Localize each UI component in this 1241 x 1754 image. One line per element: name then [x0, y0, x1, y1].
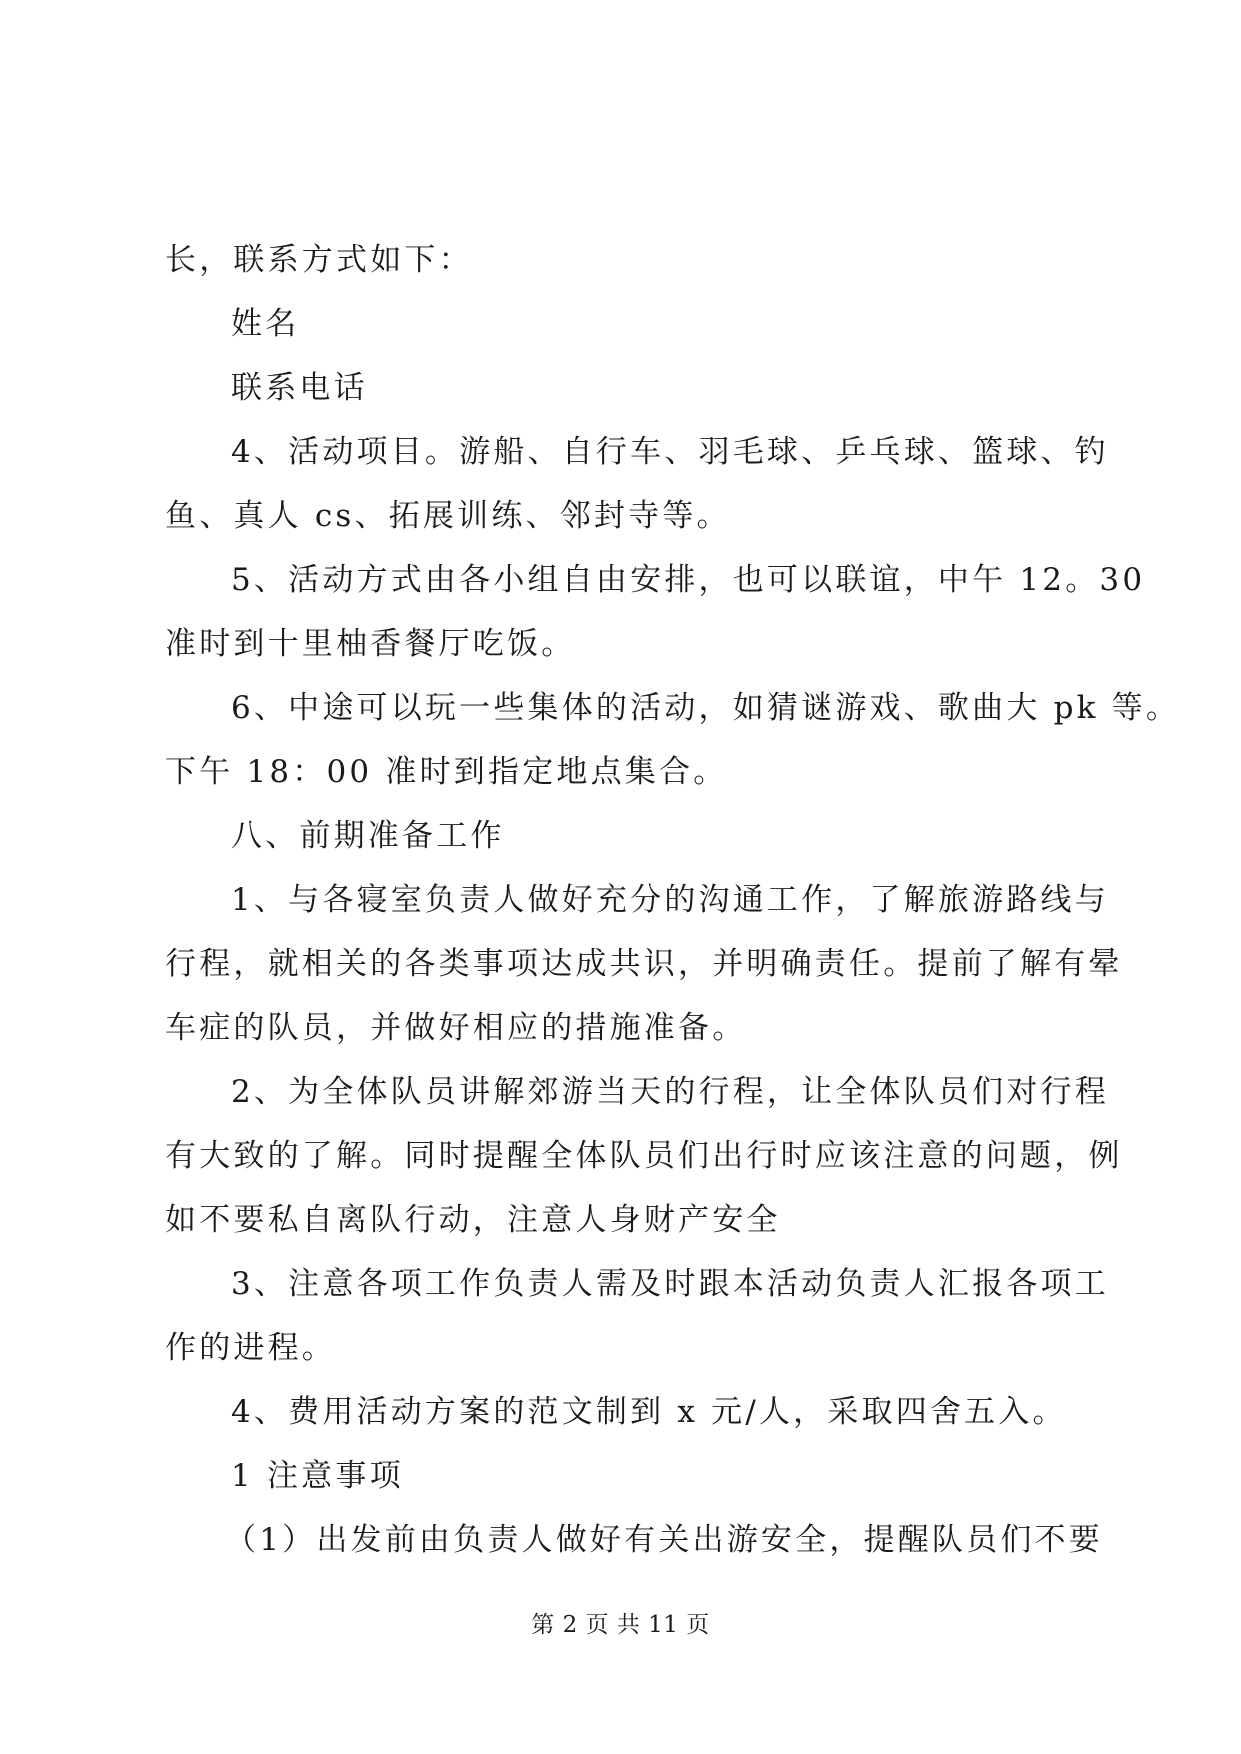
page-footer: 第 2 页 共 11 页	[531, 1612, 710, 1638]
text-line: 行程，就相关的各类事项达成共识，并明确责任。提前了解有晕	[165, 946, 1123, 982]
text-line: 鱼、真人 cs、拓展训练、邻封寺等。	[165, 498, 731, 534]
text-line: 准时到十里柚香餐厅吃饭。	[165, 626, 576, 662]
text-line: 作的进程。	[165, 1330, 336, 1366]
text-line: （1）出发前由负责人做好有关出游安全，提醒队员们不要	[225, 1522, 1103, 1558]
text-line: 6、中途可以玩一些集体的活动，如猜谜游戏、歌曲大 pk 等。	[231, 690, 1181, 726]
text-line: 2、为全体队员讲解郊游当天的行程，让全体队员们对行程	[231, 1074, 1109, 1110]
document-body	[165, 228, 1181, 1572]
text-line: 长，联系方式如下：	[165, 242, 473, 278]
text-line: 姓名	[231, 306, 300, 342]
text-line: 4、费用活动方案的范文制到 x 元/人，采取四舍五入。	[231, 1394, 1067, 1430]
text-line: 5、活动方式由各小组自由安排，也可以联谊，中午 12。30	[231, 562, 1146, 598]
subsection-heading: 1 注意事项	[231, 1458, 404, 1494]
text-line: 如不要私自离队行动，注意人身财产安全	[165, 1202, 781, 1238]
text-line: 有大致的了解。同时提醒全体队员们出行时应该注意的问题，例	[165, 1138, 1123, 1174]
text-line: 联系电话	[231, 370, 368, 406]
text-line: 4、活动项目。游船、自行车、羽毛球、乒乓球、篮球、钓	[231, 434, 1109, 470]
text-line: 下午 18：00 准时到指定地点集合。	[165, 754, 728, 790]
text-line: 3、注意各项工作负责人需及时跟本活动负责人汇报各项工	[231, 1266, 1109, 1302]
text-line: 1、与各寝室负责人做好充分的沟通工作，了解旅游路线与	[231, 882, 1109, 918]
text-line: 车症的队员，并做好相应的措施准备。	[165, 1010, 747, 1046]
section-heading: 八、前期准备工作	[231, 818, 505, 854]
